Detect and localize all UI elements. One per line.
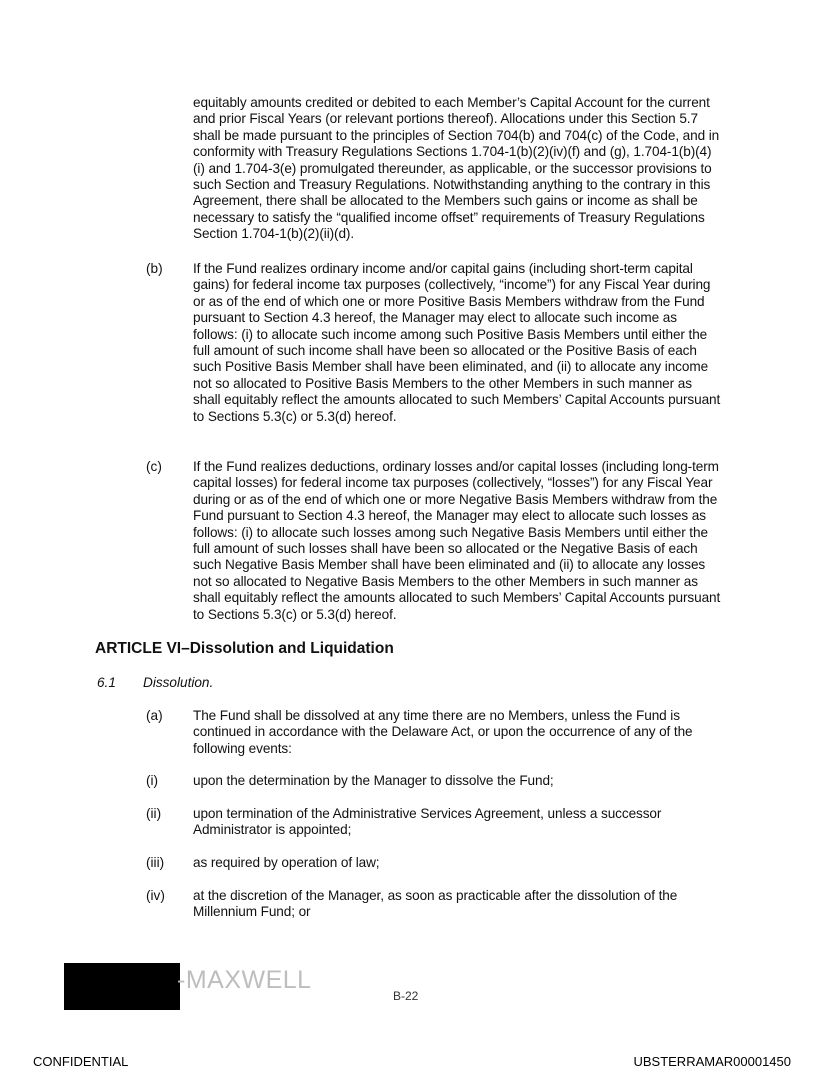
- event-i-text: upon the determination by the Manager to dissolve the Fund;: [193, 773, 554, 788]
- watermark-text: -MAXWELL: [177, 966, 312, 994]
- event-iii-text: as required by operation of law;: [193, 855, 380, 870]
- clause-b-label: (b): [146, 261, 163, 276]
- clause-b-text: If the Fund realizes ordinary income and/or capital gains (including short-term capital gains) for federal income tax purposes (collectively, “income”) for any Fiscal Year during or as of the end of which one or more Positive Basis Members withdraw from the Fund pursuant to Section 4.3 hereof, the Manager may elect to allocate such income as follows: (i) to allocate such income among such Positive Basis Members until either the full amount of such income shall have been so allocated or the Positive Basis of each such Positive Basis Member shall have been eliminated, and (ii) to allocate any income not so allocated to Positive Basis Members to the other Members in such manner as shall equitably reflect the amounts allocated to such Members’ Capital Accounts pursuant to Sections 5.3(c) or 5.3(d) hereof.: [193, 261, 721, 424]
- event-ii-text: upon termination of the Administrative Services Agreement, unless a successor Administrator is appointed;: [193, 806, 662, 838]
- event-iv-text: at the discretion of the Manager, as soon as practicable after the dissolution of the Millennium Fund; or: [193, 888, 678, 920]
- clause-c-label: (c): [146, 459, 162, 474]
- event-iii-label: (iii): [146, 855, 165, 870]
- bates-number: UBSTERRAMAR00001450: [633, 1054, 791, 1069]
- page-number: B-22: [393, 989, 419, 1003]
- event-i-label: (i): [146, 773, 159, 788]
- section-number: 6.1: [97, 675, 116, 690]
- event-iv-label: (iv): [146, 888, 165, 903]
- clause-c-text: If the Fund realizes deductions, ordinary losses and/or capital losses (including long-term capital losses) for federal income tax purposes (collectively, “losses”) for any Fiscal Year during or as of the end of which one or more Negative Basis Members withdraw from the Fund pursuant to Section 4.3 hereof, the Manager may elect to allocate such losses as follows: (i) to allocate such losses among such Negative Basis Members until either the full amount of such losses shall have been so allocated or the Negative Basis of each such Negative Basis Member shall have been eliminated and (ii) to allocate any losses not so allocated to Negative Basis Members to the other Members in such manner as shall equitably reflect the amounts allocated to such Members’ Capital Accounts pursuant to Sections 5.3(c) or 5.3(d) hereof.: [193, 459, 721, 622]
- redaction-box: [64, 963, 180, 1010]
- event-ii-label: (ii): [146, 806, 162, 821]
- confidential-label: CONFIDENTIAL: [33, 1054, 129, 1069]
- continuation-paragraph: equitably amounts credited or debited to each Member’s Capital Account for the current and prior Fiscal Years (or relevant portions thereof). Allocations under this Section 5.7 shall be made pursuant to the principles of Section 704(b) and 704(c) of the Code, and in conformity with Treasury Regulations Sections 1.704-1(b)(2)(iv)(f) and (g), 1.704-1(b)(4)(i) and 1.704-3(e) promulgated thereunder, as applicable, or the successor provisions to such Section and Treasury Regulations. Notwithstanding anything to the contrary in this Agreement, there shall be allocated to the Members such gains or income as shall be necessary to satisfy the “qualified income offset” requirements of Treasury Regulations Section 1.704-1(b)(2)(ii)(d).: [193, 95, 720, 242]
- article-heading: ARTICLE VI–Dissolution and Liquidation: [95, 640, 394, 657]
- clause-a-text: The Fund shall be dissolved at any time there are no Members, unless the Fund is continued in accordance with the Delaware Act, or upon the occurrence of any of the following events:: [193, 708, 693, 756]
- section-title: Dissolution.: [143, 675, 214, 690]
- clause-a-label: (a): [146, 708, 163, 723]
